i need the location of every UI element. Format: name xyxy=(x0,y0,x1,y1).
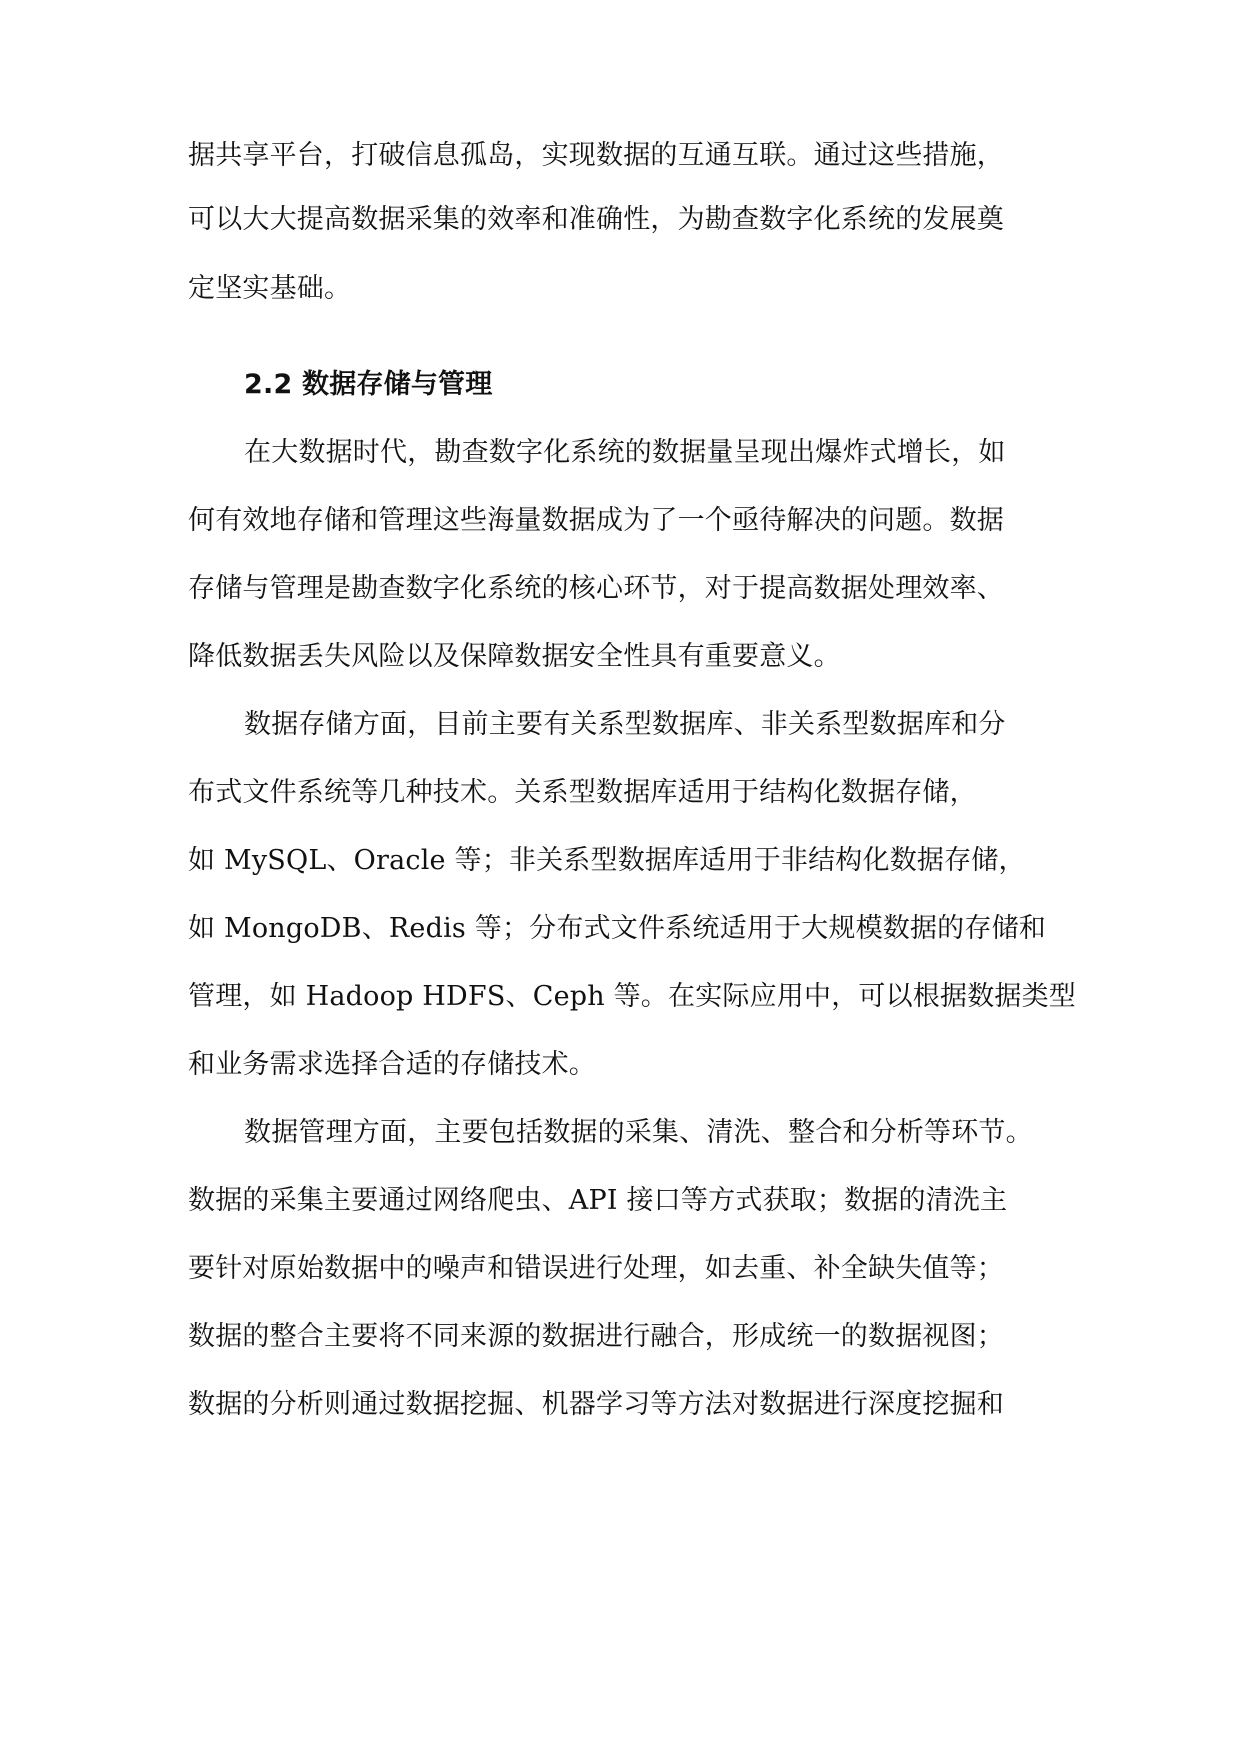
body-text-line: 据共享平台，打破信息孤岛，实现数据的互通互联。通过这些措施， xyxy=(188,140,1004,171)
body-text-line: 数据的整合主要将不同来源的数据进行融合，形成统一的数据视图； xyxy=(188,1321,1004,1352)
body-text-line: 数据的采集主要通过网络爬虫、API 接口等方式获取；数据的清洗主 xyxy=(188,1185,1008,1216)
body-text-line: 管理，如 Hadoop HDFS、Ceph 等。在实际应用中，可以根据数据类型 xyxy=(188,981,1077,1012)
body-text-line: 何有效地存储和管理这些海量数据成为了一个亟待解决的问题。数据 xyxy=(188,505,1004,536)
body-text-line: 数据的分析则通过数据挖掘、机器学习等方法对数据进行深度挖掘和 xyxy=(188,1389,1004,1420)
body-text-line: 数据管理方面，主要包括数据的采集、清洗、整合和分析等环节。 xyxy=(244,1117,1033,1148)
body-text-line: 数据存储方面，目前主要有关系型数据库、非关系型数据库和分 xyxy=(244,709,1006,740)
body-text-line: 存储与管理是勘查数字化系统的核心环节，对于提高数据处理效率、 xyxy=(188,573,1004,604)
body-text-line: 在大数据时代，勘查数字化系统的数据量呈现出爆炸式增长，如 xyxy=(244,437,1006,468)
body-text-line: 要针对原始数据中的噪声和错误进行处理，如去重、补全缺失值等； xyxy=(188,1253,1004,1284)
body-text-line: 和业务需求选择合适的存储技术。 xyxy=(188,1049,596,1080)
body-text-line: 定坚实基础。 xyxy=(188,273,352,304)
body-text-line: 如 MongoDB、Redis 等；分布式文件系统适用于大规模数据的存储和 xyxy=(188,913,1046,944)
body-text-line: 可以大大提高数据采集的效率和准确性，为勘查数字化系统的发展奠 xyxy=(188,204,1004,235)
section-heading: 2.2 数据存储与管理 xyxy=(244,369,493,400)
body-text-line: 降低数据丢失风险以及保障数据安全性具有重要意义。 xyxy=(188,641,841,672)
body-text-line: 布式文件系统等几种技术。关系型数据库适用于结构化数据存储， xyxy=(188,777,977,808)
body-text-line: 如 MySQL、Oracle 等；非关系型数据库适用于非结构化数据存储， xyxy=(188,845,1026,876)
